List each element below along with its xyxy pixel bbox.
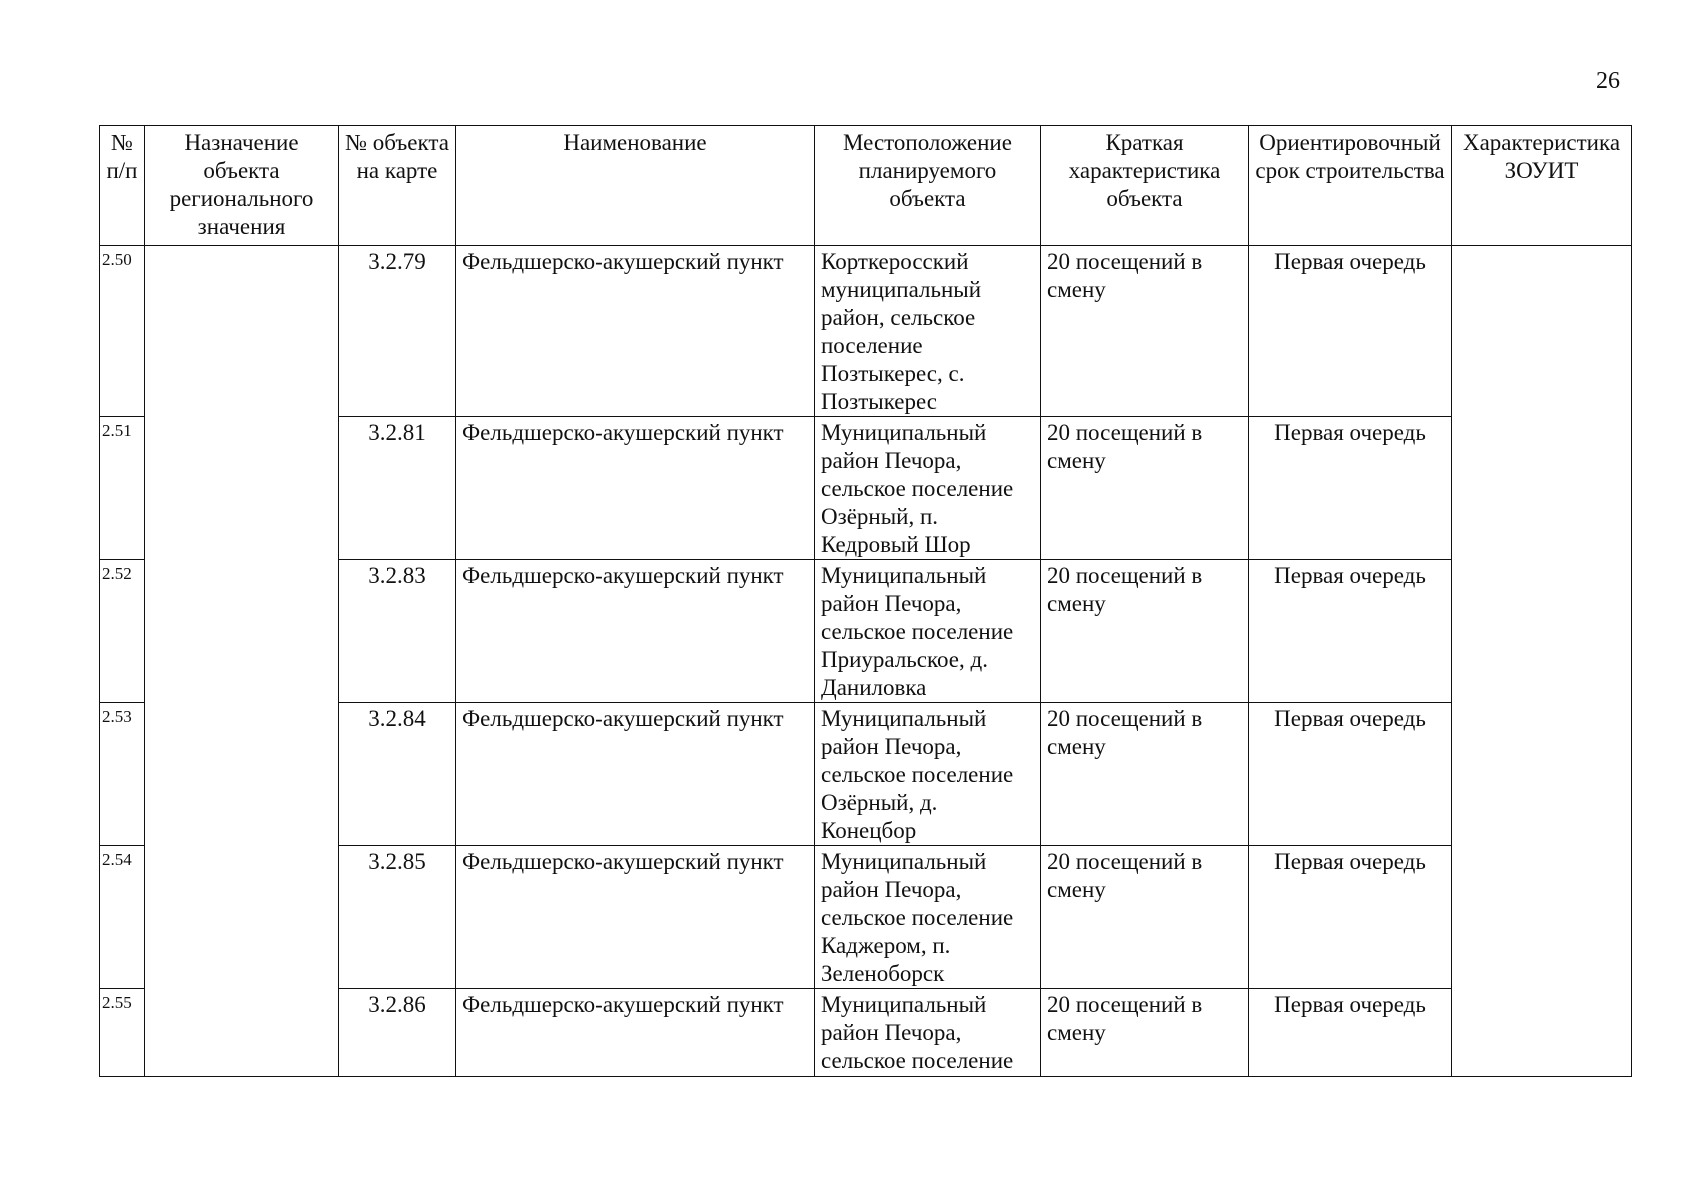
purpose-cell: [145, 246, 339, 1077]
header-row-number: № п/п: [100, 126, 145, 246]
page-number: 26: [1596, 68, 1620, 94]
row-number: 2.51: [100, 417, 145, 560]
location-cell: Корткеросский муниципальный район, сельское поселение Позтыкерес, с. Позтыкерес: [815, 246, 1041, 417]
location-cell: Муниципальный район Печора, сельское поселение Озёрный, п. Кедровый Шор: [815, 417, 1041, 560]
row-number: 2.55: [100, 989, 145, 1077]
location-cell: Муниципальный район Печора, сельское поселение Озёрный, д. Конецбор: [815, 703, 1041, 846]
name-cell: Фельдшерско-акушерский пункт: [456, 417, 815, 560]
header-name: Наименование: [456, 126, 815, 246]
name-cell: Фельдшерско-акушерский пункт: [456, 989, 815, 1077]
location-cell: Муниципальный район Печора, сельское поселение Приуральское, д. Даниловка: [815, 560, 1041, 703]
table-row: [100, 246, 1632, 417]
header-zouit: Характеристика ЗОУИТ: [1452, 126, 1632, 246]
header-term: Ориентировочный срок строительства: [1249, 126, 1452, 246]
map-number-cell: 3.2.86: [339, 989, 456, 1077]
term-cell: Первая очередь: [1249, 246, 1452, 417]
header-characteristic: Краткая характеристика объекта: [1041, 126, 1249, 246]
header-location: Местоположение планируемого объекта: [815, 126, 1041, 246]
location-cell: Муниципальный район Печора, сельское поселение Каджером, п. Зеленоборск: [815, 846, 1041, 989]
map-number-cell: 3.2.81: [339, 417, 456, 560]
header-purpose: Назначение объекта регионального значения: [145, 126, 339, 246]
location-cell: Муниципальный район Печора, сельское поселение: [815, 989, 1041, 1077]
term-cell: Первая очередь: [1249, 846, 1452, 989]
characteristic-cell: 20 посещений в смену: [1041, 846, 1249, 989]
row-number: 2.50: [100, 246, 145, 417]
name-cell: Фельдшерско-акушерский пункт: [456, 703, 815, 846]
term-cell: Первая очередь: [1249, 417, 1452, 560]
characteristic-cell: 20 посещений в смену: [1041, 989, 1249, 1077]
term-cell: Первая очередь: [1249, 989, 1452, 1077]
characteristic-cell: 20 посещений в смену: [1041, 703, 1249, 846]
map-number-cell: 3.2.84: [339, 703, 456, 846]
map-number-cell: 3.2.85: [339, 846, 456, 989]
table-header-row: [100, 126, 1632, 246]
characteristic-cell: 20 посещений в смену: [1041, 560, 1249, 703]
name-cell: Фельдшерско-акушерский пункт: [456, 560, 815, 703]
objects-table: [99, 125, 1632, 1077]
term-cell: Первая очередь: [1249, 703, 1452, 846]
name-cell: Фельдшерско-акушерский пункт: [456, 246, 815, 417]
term-cell: Первая очередь: [1249, 560, 1452, 703]
name-cell: Фельдшерско-акушерский пункт: [456, 846, 815, 989]
map-number-cell: 3.2.79: [339, 246, 456, 417]
map-number-cell: 3.2.83: [339, 560, 456, 703]
characteristic-cell: 20 посещений в смену: [1041, 246, 1249, 417]
row-number: 2.52: [100, 560, 145, 703]
characteristic-cell: 20 посещений в смену: [1041, 417, 1249, 560]
zouit-cell: [1452, 246, 1632, 1077]
row-number: 2.53: [100, 703, 145, 846]
header-map-number: № объекта на карте: [339, 126, 456, 246]
row-number: 2.54: [100, 846, 145, 989]
